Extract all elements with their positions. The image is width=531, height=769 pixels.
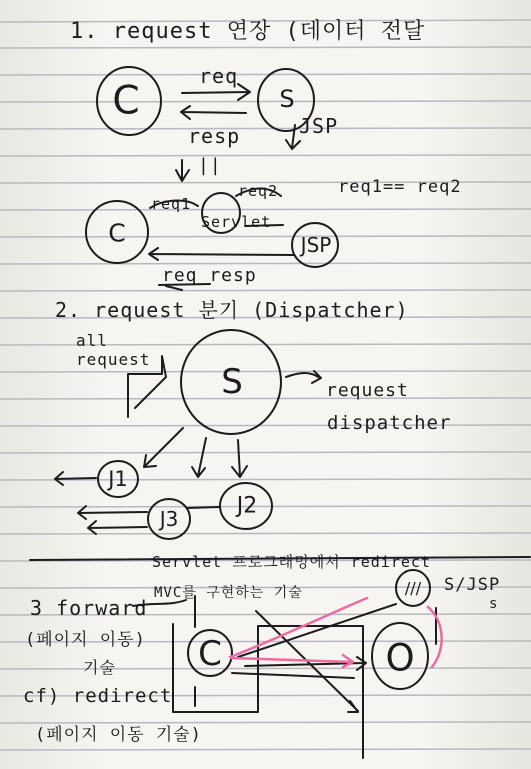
j3-out-arrow-2 <box>88 521 147 534</box>
j3-label: J3 <box>159 507 179 531</box>
request-dispatcher-label-2: dispatcher <box>327 412 452 434</box>
req2-label: req2 <box>238 182 279 200</box>
req1-label: req1 <box>151 195 192 213</box>
servlet-label: Servlet <box>201 213 272 231</box>
section-2-title: 2. request 분기 (Dispatcher) <box>55 298 409 322</box>
response-arrow <box>149 248 294 260</box>
mvc-note: MVC를 구현하는 기술 <box>154 585 303 601</box>
bottom-arrow-line <box>232 673 354 678</box>
s-suffix-label: s <box>489 596 499 612</box>
j1-label: J1 <box>108 467 128 491</box>
client-label-2: C <box>108 218 126 248</box>
forward-client-label: C <box>198 634 222 674</box>
j3-out-arrow-1 <box>78 506 147 519</box>
all-request-label: all request <box>76 331 151 369</box>
pink-forward-line <box>230 598 367 657</box>
cf-redirect-label: cf) redirect <box>23 685 173 707</box>
tech-label: 기술 <box>83 658 116 677</box>
code-label: /// <box>404 578 422 598</box>
client-label: C <box>112 78 140 124</box>
target-label: O <box>385 636 415 680</box>
to-j2-arrow <box>232 440 247 477</box>
forward-title: 3 forward <box>30 596 148 620</box>
req-resp-label: req resp <box>162 265 257 286</box>
dispatcher-arrow <box>286 371 321 383</box>
server-label: S <box>279 85 295 113</box>
dispatcher-servlet-label: S <box>221 362 243 402</box>
equals-mark: || <box>198 155 222 176</box>
req-equal-label: req1== req2 <box>338 177 462 197</box>
equals-arrow <box>176 160 189 181</box>
resp-arrow <box>181 106 246 119</box>
pink-return-curve <box>428 607 442 667</box>
request-dispatcher-label-1: request <box>326 380 409 401</box>
page-move-label: (페이지 이동) <box>25 630 146 650</box>
to-j3-arrow <box>192 438 206 477</box>
s-jsp-label: S/JSP <box>444 575 501 595</box>
req-strike <box>166 286 182 290</box>
servlet-redirect-note: Servlet 프로그래밍에서 redirect <box>152 553 431 571</box>
to-j1-arrow <box>144 428 183 467</box>
jsp-circle-label: JSP <box>300 233 332 257</box>
j2-label: J2 <box>236 493 258 519</box>
jsp-label: JSP <box>299 114 339 138</box>
resp-label: resp <box>188 124 241 148</box>
section-1-title: 1. request 연장 (데이터 전달 <box>70 19 426 44</box>
j2-j3-link <box>187 507 219 508</box>
page-move-tech-label: (페이지 이동 기술) <box>35 725 202 745</box>
req-label: req <box>199 64 239 88</box>
j1-out-arrow <box>55 472 96 485</box>
